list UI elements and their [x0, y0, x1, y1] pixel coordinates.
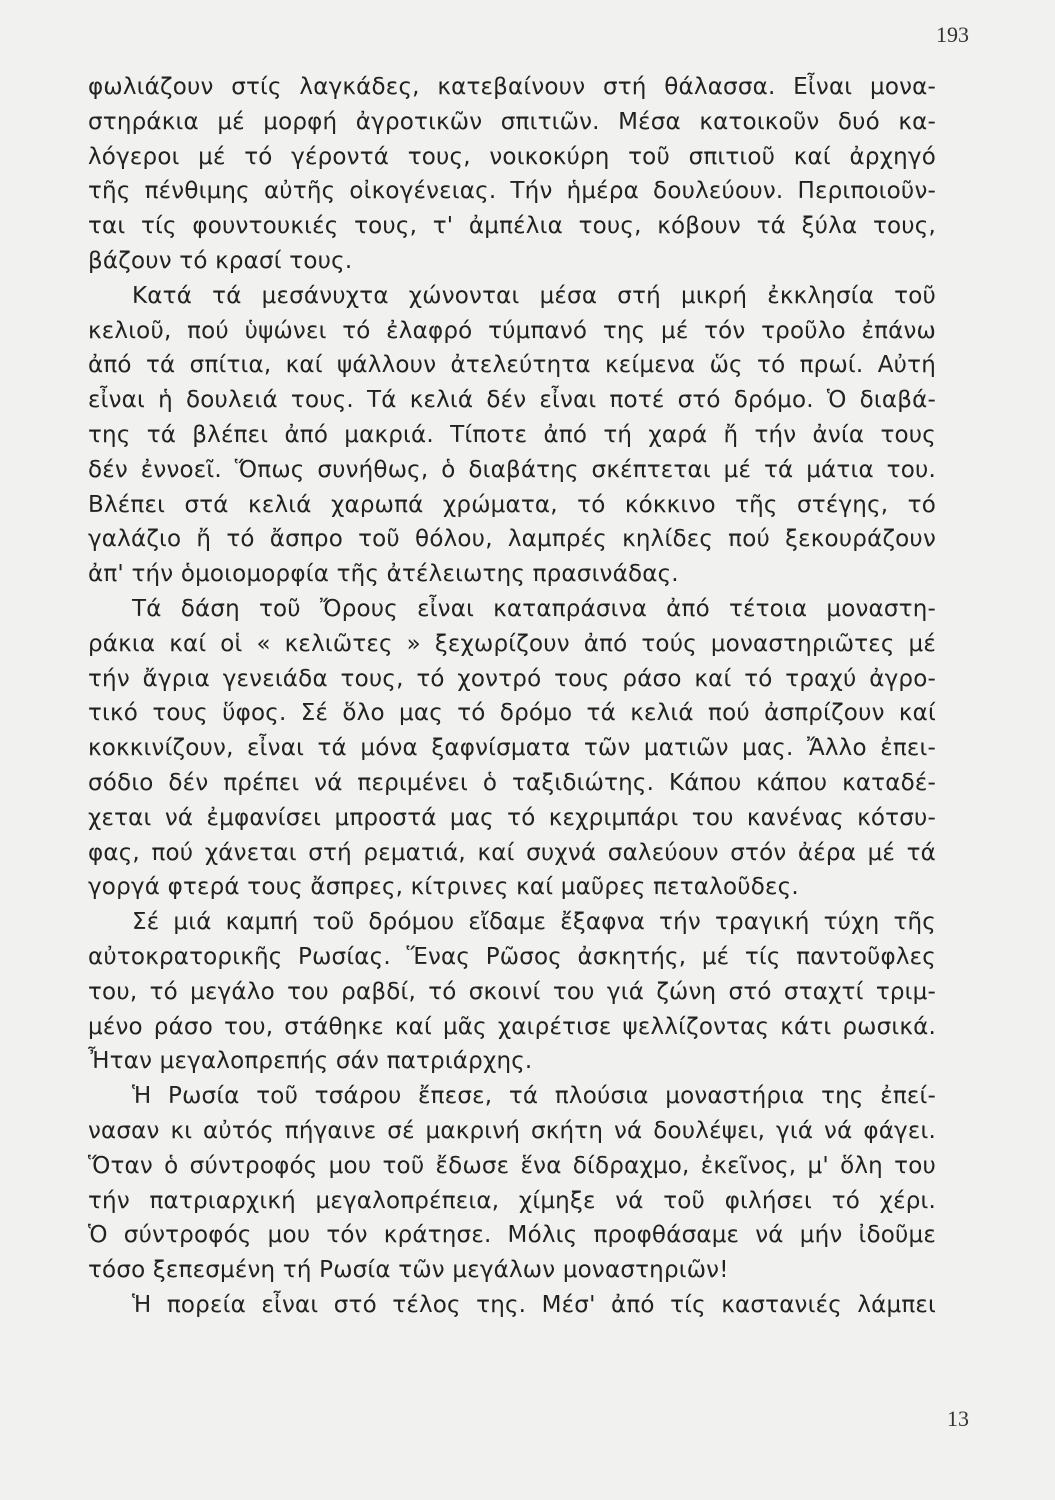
text-line: τικό τους ὕφος. Σέ ὅλο μας τό δρόμο τά κελιά πού ἀσπρίζουν καί [88, 700, 936, 727]
text-line: στηράκια μέ μορφή ἀγροτικῶν σπιτιῶν. Μέσα κατοικοῦν δυό κα- [88, 108, 936, 135]
text-line: νασαν κι αὐτός πήγαινε σέ μακρινή σκήτη νά δουλέψει, γιά νά φάγει. [88, 1117, 936, 1144]
text-line: ται τίς φουντουκιές τους, τ' ἀμπέλια τους, κόβουν τά ξύλα τους, [88, 213, 936, 240]
text-line: Κατά τά μεσάνυχτα χώνονται μέσα στή μικρή ἐκκλησία τοῦ [132, 282, 936, 309]
text-line: της τά βλέπει ἀπό μακριά. Τίποτε ἀπό τή χαρά ἤ τήν ἀνία τους [88, 421, 936, 448]
text-line: Βλέπει στά κελιά χαρωπά χρώματα, τό κόκκινο τῆς στέγης, τό [88, 491, 936, 518]
text-line: αὐτοκρατορικῆς Ρωσίας. Ἕνας Ρῶσος ἀσκητής, μέ τίς παντοῦφλες [88, 943, 936, 970]
body-text [88, 70, 936, 1323]
text-line: Ἦταν μεγαλοπρεπής σάν πατριάρχης. [88, 1048, 533, 1075]
page-number-top: 193 [936, 22, 969, 47]
text-line: Τά δάση τοῦ Ὄρους εἶναι καταπράσινα ἀπό τέτοια μοναστη- [132, 595, 936, 622]
text-line: τῆς πένθιμης αὐτῆς οἰκογένειας. Τήν ἡμέρα δουλεύουν. Περιποιοῦν- [88, 178, 936, 205]
text-line: βάζουν τό κρασί τους. [88, 247, 353, 274]
text-line: κελιοῦ, πού ὑψώνει τό ἐλαφρό τύμπανό της μέ τόν τροῦλο ἐπάνω [88, 317, 936, 344]
text-line: γοργά φτερά τους ἄσπρες, κίτρινες καί μαῦρες πεταλοῦδες. [88, 874, 799, 901]
text-line: φας, πού χάνεται στή ρεματιά, καί συχνά σαλεύουν στόν ἀέρα μέ τά [88, 839, 936, 866]
text-line: ἀπό τά σπίτια, καί ψάλλουν ἀτελεύτητα κείμενα ὥς τό πρωί. Αὐτή [88, 352, 936, 379]
text-line: Σέ μιά καμπή τοῦ δρόμου εἴδαμε ἔξαφνα τήν τραγική τύχη τῆς [132, 909, 936, 936]
text-line: δέν ἐννοεῖ. Ὅπως συνήθως, ὁ διαβάτης σκέπτεται μέ τά μάτια του. [88, 456, 936, 483]
text-line: κοκκινίζουν, εἶναι τά μόνα ξαφνίσματα τῶν ματιῶν μας. Ἄλλο ἐπει- [88, 735, 936, 762]
text-line: μένο ράσο του, στάθηκε καί μᾶς χαιρέτισε ψελλίζοντας κάτι ρωσικά. [88, 1013, 936, 1040]
text-line: Ὁ σύντροφός μου τόν κράτησε. Μόλις προφθάσαμε νά μήν ἰδοῦμε [88, 1222, 936, 1249]
text-line: φωλιάζουν στίς λαγκάδες, κατεβαίνουν στή θάλασσα. Εἶναι μονα- [88, 74, 936, 100]
text-line: Ἡ Ρωσία τοῦ τσάρου ἔπεσε, τά πλούσια μοναστήρια της ἐπεί- [132, 1083, 936, 1110]
text-line: γαλάζιο ἤ τό ἄσπρο τοῦ θόλου, λαμπρές κηλίδες πού ξεκουράζουν [88, 526, 936, 553]
page-number-bottom: 13 [947, 1406, 969, 1431]
text-line: ἀπ' τήν ὁμοιομορφία τῆς ἀτέλειωτης πρασινάδας. [88, 561, 679, 588]
text-line: τόσο ξεπεσμένη τή Ρωσία τῶν μεγάλων μοναστηριῶν! [88, 1257, 729, 1284]
text-line: Ὅταν ὁ σύντροφός μου τοῦ ἔδωσε ἕνα δίδραχμο, ἐκεῖνος, μ' ὅλη του [88, 1152, 936, 1179]
text-line: σόδιο δέν πρέπει νά περιμένει ὁ ταξιδιώτης. Κάπου κάπου καταδέ- [88, 769, 936, 796]
text-line: του, τό μεγάλο του ραβδί, τό σκοινί του γιά ζώνη στό σταχτί τριμ- [88, 978, 936, 1005]
text-line: ράκια καί οἱ « κελιῶτες » ξεχωρίζουν ἀπό τούς μοναστηριῶτες μέ [88, 630, 936, 657]
text-line: εἶναι ἡ δουλειά τους. Τά κελιά δέν εἶναι ποτέ στό δρόμο. Ὁ διαβά- [88, 387, 936, 414]
text-line: τήν πατριαρχική μεγαλοπρέπεια, χίμηξε νά τοῦ φιλήσει τό χέρι. [88, 1187, 936, 1214]
text-line: λόγεροι μέ τό γέροντά τους, νοικοκύρη τοῦ σπιτιοῦ καί ἀρχηγό [88, 143, 936, 170]
text-line: χεται νά ἐμφανίσει μπροστά μας τό κεχριμπάρι του κανένας κότσυ- [88, 804, 936, 831]
text-line: Ἡ πορεία εἶναι στό τέλος της. Μέσ' ἀπό τίς καστανιές λάμπει [132, 1291, 936, 1318]
text-line: τήν ἄγρια γενειάδα τους, τό χοντρό τους ράσο καί τό τραχύ ἀγρο- [88, 665, 936, 692]
